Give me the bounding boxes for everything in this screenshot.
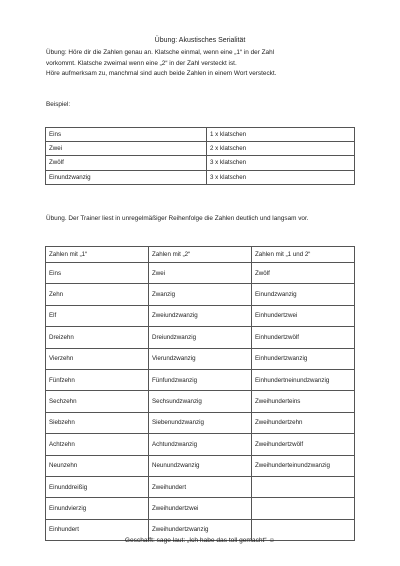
cell-two: Zweihundert [149, 476, 252, 497]
example-table [45, 127, 355, 185]
table-row [46, 128, 355, 142]
table-row [46, 391, 355, 412]
intro-text [46, 48, 276, 80]
cell-two: Fünfundzwanzig [149, 369, 252, 390]
cell-one: Einunddreißig [46, 476, 149, 497]
column-header: Zahlen mit „1“ [46, 247, 149, 263]
table-row [46, 327, 355, 348]
example-claps-cell: 3 x klatschen [207, 156, 355, 170]
table-row [46, 476, 355, 497]
cell-one: Elf [46, 305, 149, 326]
cell-two: Zweihundertzwanzig [149, 519, 252, 540]
cell-one: Vierzehn [46, 348, 149, 369]
example-number-cell: Einundzwanzig [46, 170, 207, 184]
cell-one: Einhundert [46, 519, 149, 540]
footer-text: Geschafft: sage laut: „Ich habe das toll gemacht“ ☺ [124, 537, 276, 544]
table-header-row [46, 247, 355, 263]
example-label: Beispiel: [46, 101, 71, 108]
cell-two: Sechsundzwanzig [149, 391, 252, 412]
table-row [46, 412, 355, 433]
intro-line: Übung: Höre dir die Zahlen genau an. Klatsche einmal, wenn eine „1“ in der Zahl [46, 49, 275, 56]
intro-line: vorkommt. Klatsche zweimal wenn eine „2“ in der Zahl versteckt ist. [46, 59, 237, 67]
page-title: Übung: Akustisches Serialität [154, 37, 246, 44]
cell-two: Zwei [149, 263, 252, 284]
cell-two: Neunundzwanzig [149, 455, 252, 476]
example-claps-cell: 2 x klatschen [207, 142, 355, 156]
example-number-cell: Zwei [46, 142, 207, 156]
cell-two: Dreiundzwanzig [149, 327, 252, 348]
example-claps-cell: 3 x klatschen [207, 170, 355, 184]
cell-one: Siebzehn [46, 412, 149, 433]
column-header: Zahlen mit „2“ [149, 247, 252, 263]
cell-one: Sechzehn [46, 391, 149, 412]
cell-two: Zweihundertzwei [149, 498, 252, 519]
table-row [46, 455, 355, 476]
cell-one: Einundvierzig [46, 498, 149, 519]
cell-one-and-two: Zweihundertzehn [252, 412, 355, 433]
table-row [46, 284, 355, 305]
column-header: Zahlen mit „1 und 2“ [252, 247, 355, 263]
cell-two: Vierundzwanzig [149, 348, 252, 369]
table-row [46, 170, 355, 184]
cell-one: Zehn [46, 284, 149, 305]
table-row [46, 156, 355, 170]
cell-one: Dreizehn [46, 327, 149, 348]
cell-two: Siebenundzwanzig [149, 412, 252, 433]
table-row [46, 434, 355, 455]
cell-one-and-two: Zweihunderteinundzwanzig [252, 455, 355, 476]
cell-two: Zweiundzwanzig [149, 305, 252, 326]
intro-line: Höre aufmerksam zu, manchmal sind auch beide Zahlen in einem Wort versteckt. [46, 70, 277, 77]
example-claps-cell: 1 x klatschen [207, 128, 355, 142]
cell-one-and-two: Zweihundertzwölf [252, 434, 355, 455]
cell-one-and-two: Einhundertzwei [252, 305, 355, 326]
cell-one-and-two: Einhundertneinundzwanzig [252, 369, 355, 390]
cell-one-and-two [252, 498, 355, 519]
cell-one-and-two: Zweihunderteins [252, 391, 355, 412]
cell-one: Neunzehn [46, 455, 149, 476]
cell-one-and-two: Einhundertzwanzig [252, 348, 355, 369]
table-row [46, 369, 355, 390]
example-number-cell: Eins [46, 128, 207, 142]
cell-two: Achtundzwanzig [149, 434, 252, 455]
table-row [46, 142, 355, 156]
cell-one-and-two: Zwölf [252, 263, 355, 284]
example-number-cell: Zwölf [46, 156, 207, 170]
numbers-table [45, 246, 355, 541]
cell-one: Eins [46, 263, 149, 284]
cell-one: Fünfzehn [46, 369, 149, 390]
table-row [46, 348, 355, 369]
table-row [46, 305, 355, 326]
instruction-text: Übung. Der Trainer liest in unregelmäßiger Reihenfolge die Zahlen deutlich und langsam vor. [46, 215, 309, 222]
cell-one-and-two: Einhundertzwölf [252, 327, 355, 348]
cell-one: Achtzehn [46, 434, 149, 455]
cell-one-and-two: Einundzwanzig [252, 284, 355, 305]
table-row [46, 263, 355, 284]
cell-one-and-two [252, 476, 355, 497]
table-row [46, 498, 355, 519]
cell-two: Zwanzig [149, 284, 252, 305]
